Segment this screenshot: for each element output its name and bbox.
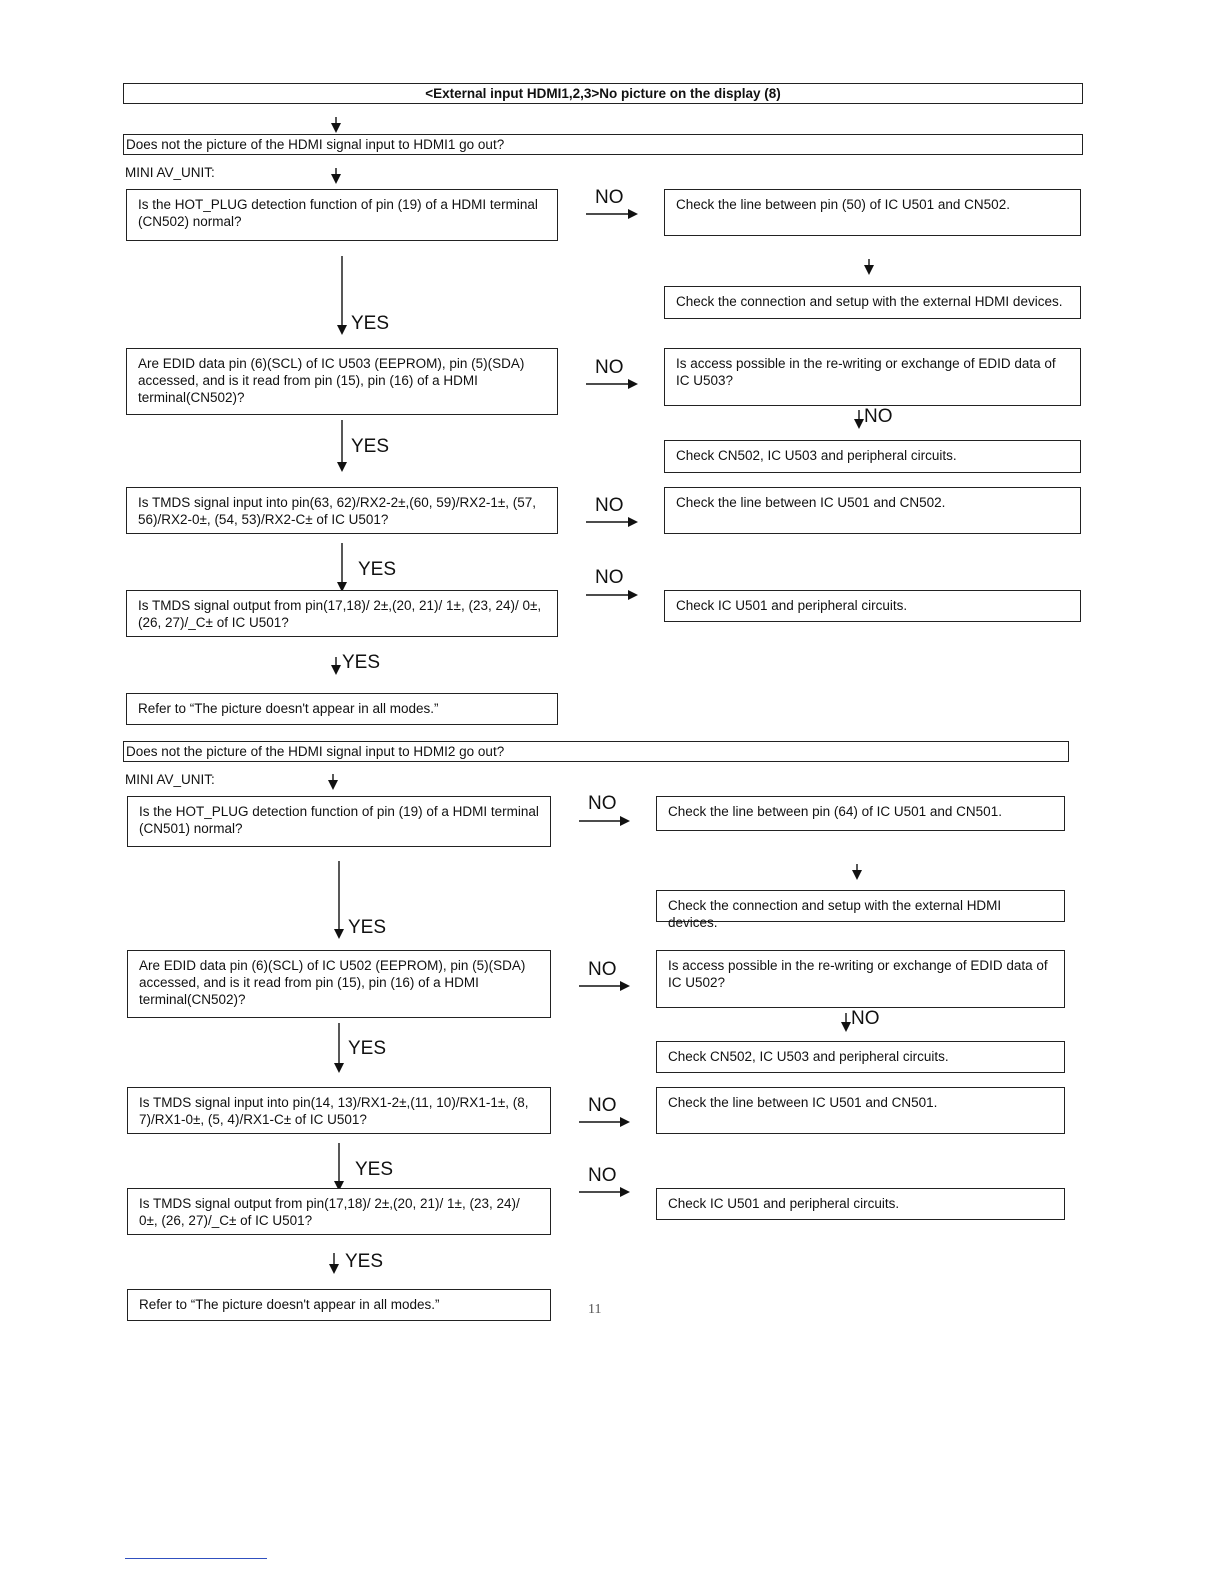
page-title: <External input HDMI1,2,3>No picture on the display (8): [123, 83, 1083, 104]
s2-tmds-input-question: Is TMDS signal input into pin(14, 13)/RX1-2±,(11, 10)/RX1-1±, (8, 7)/RX1-0±, (5, 4)/RX1-C± of IC U501?: [127, 1087, 551, 1134]
s2-check-pin64-line: Check the line between pin (64) of IC U501 and CN501.: [656, 796, 1065, 831]
page-number: 11: [588, 1302, 602, 1317]
s1-tmds-input-question: Is TMDS signal input into pin(63, 62)/RX2-2±,(60, 59)/RX2-1±, (57, 56)/RX2-0±, (54, 53)/RX2-C± of IC U501?: [126, 487, 558, 534]
s1-tmds-output-question: Is TMDS signal output from pin(17,18)/ 2±,(20, 21)/ 1±, (23, 24)/ 0±, (26, 27)/_C± of IC U501?: [126, 590, 558, 637]
section1-header: Does not the picture of the HDMI signal input to HDMI1 go out?: [123, 134, 1083, 155]
no-label: NO: [595, 567, 624, 588]
s2-edid-question: Are EDID data pin (6)(SCL) of IC U502 (EEPROM), pin (5)(SDA) accessed, and is it read from pin (15), pin (16) of a HDMI terminal(CN502)?: [127, 950, 551, 1018]
no-label: NO: [588, 1165, 617, 1186]
s1-edid-question: Are EDID data pin (6)(SCL) of IC U503 (EEPROM), pin (5)(SDA) accessed, and is it read from pin (15), pin (16) of a HDMI terminal(CN502)?: [126, 348, 558, 415]
yes-label: YES: [345, 1251, 384, 1272]
yes-label: YES: [348, 1038, 387, 1059]
s2-refer-all-modes: Refer to “The picture doesn't appear in all modes.”: [127, 1289, 551, 1321]
no-label: NO: [851, 1008, 880, 1029]
s1-edid-rewrite-question: Is access possible in the re-writing or exchange of EDID data of IC U503?: [664, 348, 1081, 406]
mini-av-unit-label: MINI AV_UNIT:: [125, 165, 215, 180]
no-label: NO: [595, 495, 624, 516]
no-label: NO: [588, 959, 617, 980]
mini-av-unit-label: MINI AV_UNIT:: [125, 772, 215, 787]
s1-check-cn502-u503: Check CN502, IC U503 and peripheral circuits.: [664, 440, 1081, 473]
no-label: NO: [588, 793, 617, 814]
s1-check-u501-peripheral: Check IC U501 and peripheral circuits.: [664, 590, 1081, 622]
no-label: NO: [595, 357, 624, 378]
yes-label: YES: [351, 436, 390, 457]
s2-check-u501-cn501-line: Check the line between IC U501 and CN501.: [656, 1087, 1065, 1134]
s2-edid-rewrite-question: Is access possible in the re-writing or exchange of EDID data of IC U502?: [656, 950, 1065, 1008]
section2-header: Does not the picture of the HDMI signal input to HDMI2 go out?: [123, 741, 1069, 762]
footnote-separator: [125, 1558, 267, 1559]
yes-label: YES: [348, 917, 387, 938]
s2-hotplug-question: Is the HOT_PLUG detection function of pin (19) of a HDMI terminal (CN501) normal?: [127, 796, 551, 847]
s1-refer-all-modes: Refer to “The picture doesn't appear in all modes.”: [126, 693, 558, 725]
no-label: NO: [595, 187, 624, 208]
no-label: NO: [588, 1095, 617, 1116]
s1-check-pin50-line: Check the line between pin (50) of IC U501 and CN502.: [664, 189, 1081, 236]
yes-label: YES: [351, 313, 390, 334]
yes-label: YES: [342, 652, 381, 673]
s1-check-u501-cn502-line: Check the line between IC U501 and CN502.: [664, 487, 1081, 534]
yes-label: YES: [358, 559, 397, 580]
s1-hotplug-question: Is the HOT_PLUG detection function of pin (19) of a HDMI terminal (CN502) normal?: [126, 189, 558, 241]
s2-check-external-devices: Check the connection and setup with the external HDMI devices.: [656, 890, 1065, 922]
s2-tmds-output-question: Is TMDS signal output from pin(17,18)/ 2±,(20, 21)/ 1±, (23, 24)/ 0±, (26, 27)/_C± of IC U501?: [127, 1188, 551, 1235]
s2-check-cn502-u503: Check CN502, IC U503 and peripheral circuits.: [656, 1041, 1065, 1073]
s1-check-external-devices: Check the connection and setup with the external HDMI devices.: [664, 286, 1081, 319]
no-label: NO: [864, 406, 893, 427]
s2-check-u501-peripheral: Check IC U501 and peripheral circuits.: [656, 1188, 1065, 1220]
yes-label: YES: [355, 1159, 394, 1180]
